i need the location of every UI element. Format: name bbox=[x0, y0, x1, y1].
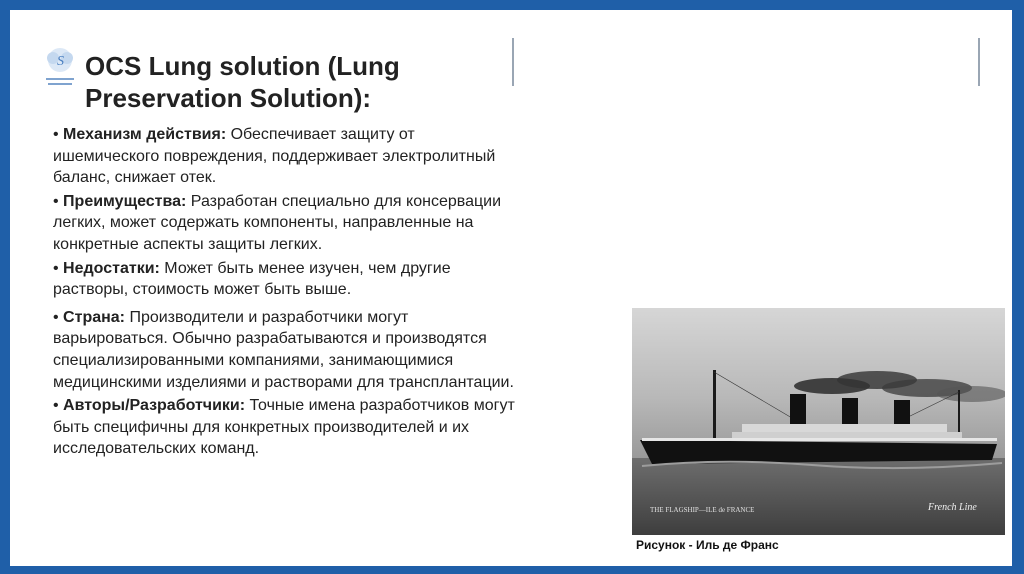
bullet-list bbox=[53, 124, 523, 462]
bullet-authors: • Авторы/Разработчики: Точные имена разработчиков могут быть специфичны для конкретных производителей и их исследовательских команд. bbox=[53, 397, 515, 458]
photo-caption: Рисунок - Иль де Франс bbox=[636, 538, 779, 552]
divider-line bbox=[978, 38, 980, 86]
ocean-liner-photo bbox=[632, 308, 1005, 535]
slide bbox=[10, 10, 1012, 566]
slide-title: OCS Lung solution (Lung Preservation Solution): bbox=[85, 51, 400, 113]
bullet-advantages: • Преимущества: Разработан специально для консервации легких, может содержать компоненты, направленные на конкретные аспекты защиты легких. bbox=[53, 192, 501, 253]
bullet-mechanism: • Механизм действия: Обеспечивает защиту от ишемического повреждения, поддерживает электролитный баланс, снижает отек. bbox=[53, 126, 496, 187]
svg-text:THE FLAGSHIP—ILE de FRANCE: THE FLAGSHIP—ILE de FRANCE bbox=[650, 506, 755, 514]
bullet-country: • Страна: Производители и разработчики могут варьироваться. Обычно разрабатываются и производятся специализированными компаниями, занимающимися медицинскими изделиями и растворами для трансплантации. bbox=[53, 308, 514, 391]
divider-line bbox=[512, 38, 514, 86]
svg-text:S: S bbox=[57, 54, 64, 69]
bullet-disadvantages: • Недостатки: Может быть менее изучен, чем другие растворы, стоимость может быть выше. bbox=[53, 259, 451, 299]
university-logo-icon bbox=[42, 44, 78, 92]
svg-text:French Line: French Line bbox=[928, 502, 977, 513]
